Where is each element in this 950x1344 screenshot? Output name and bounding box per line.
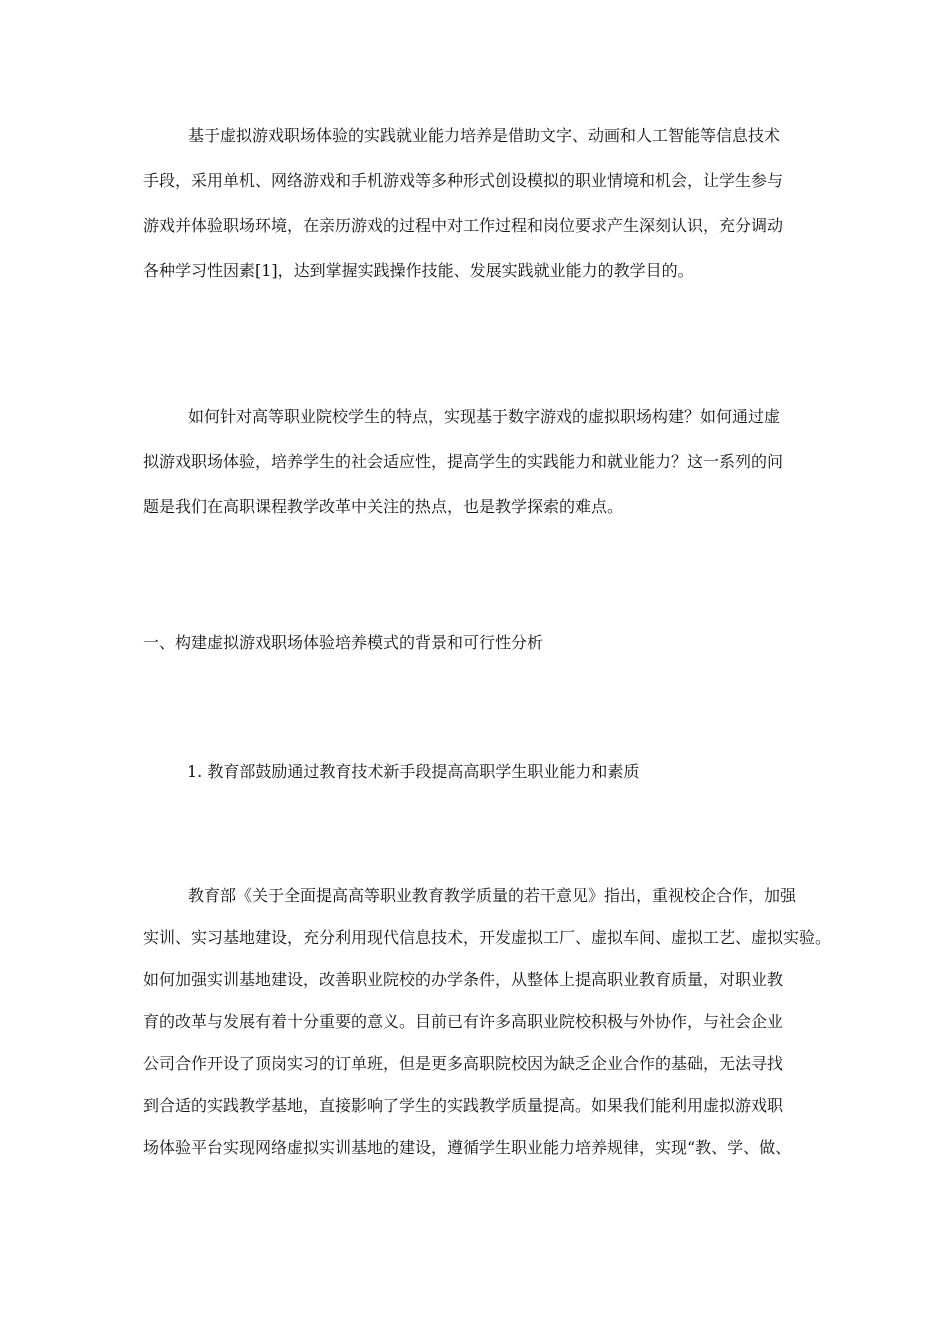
intro-paragraph: [143, 126, 819, 306]
text-line: 如何针对高等职业院校学生的特点，实现基于数字游戏的虚拟职场构建？如何通过虚: [188, 407, 781, 426]
section-heading: [143, 633, 819, 653]
text-line: 育的改革与发展有着十分重要的意义。目前已有许多高职业院校积极与外协作，与社会企业: [143, 1012, 784, 1031]
text-line: 如何加强实训基地建设，改善职业院校的办学条件，从整体上提高职业教育质量，对职业教: [143, 970, 784, 989]
question-paragraph: [143, 407, 819, 542]
text-line: 各种学习性因素[1]，达到掌握实践操作技能、发展实践就业能力的教学目的。: [143, 261, 694, 280]
text-line: 游戏并体验职场环境，在亲历游戏的过程中对工作过程和岗位要求产生深刻认识，充分调动: [143, 216, 784, 235]
body-paragraph: [143, 886, 832, 1180]
text-line: 拟游戏职场体验，培养学生的社会适应性，提高学生的实践能力和就业能力？这一系列的问: [143, 452, 784, 471]
text-line: 教育部《关于全面提高高等职业教育教学质量的若干意见》指出，重视校企合作，加强: [188, 886, 797, 905]
text-line: 到合适的实践教学基地，直接影响了学生的实践教学质量提高。如果我们能利用虚拟游戏职: [143, 1096, 784, 1115]
subsection-heading-text: 1. 教育部鼓励通过教育技术新手段提高高职学生职业能力和素质: [187, 762, 640, 781]
text-line: 场体验平台实现网络虚拟实训基地的建设，遵循学生职业能力培养规律，实现“教、学、做、: [143, 1138, 792, 1157]
text-line: 实训、实习基地建设，充分利用现代信息技术，开发虚拟工厂、虚拟车间、虚拟工艺、虚拟实验。: [143, 928, 832, 947]
text-line: 手段，采用单机、网络游戏和手机游戏等多种形式创设模拟的职业情境和机会，让学生参与: [143, 171, 784, 190]
text-line: 基于虚拟游戏职场体验的实践就业能力培养是借助文字、动画和人工智能等信息技术: [188, 126, 781, 145]
text-line: 题是我们在高职课程教学改革中关注的热点，也是教学探索的难点。: [143, 497, 624, 516]
subsection-heading: [143, 762, 819, 782]
text-line: 公司合作开设了顶岗实习的订单班，但是更多高职院校因为缺乏企业合作的基础，无法寻找: [143, 1054, 784, 1073]
section-heading-text: 一、构建虚拟游戏职场体验培养模式的背景和可行性分析: [143, 633, 544, 652]
